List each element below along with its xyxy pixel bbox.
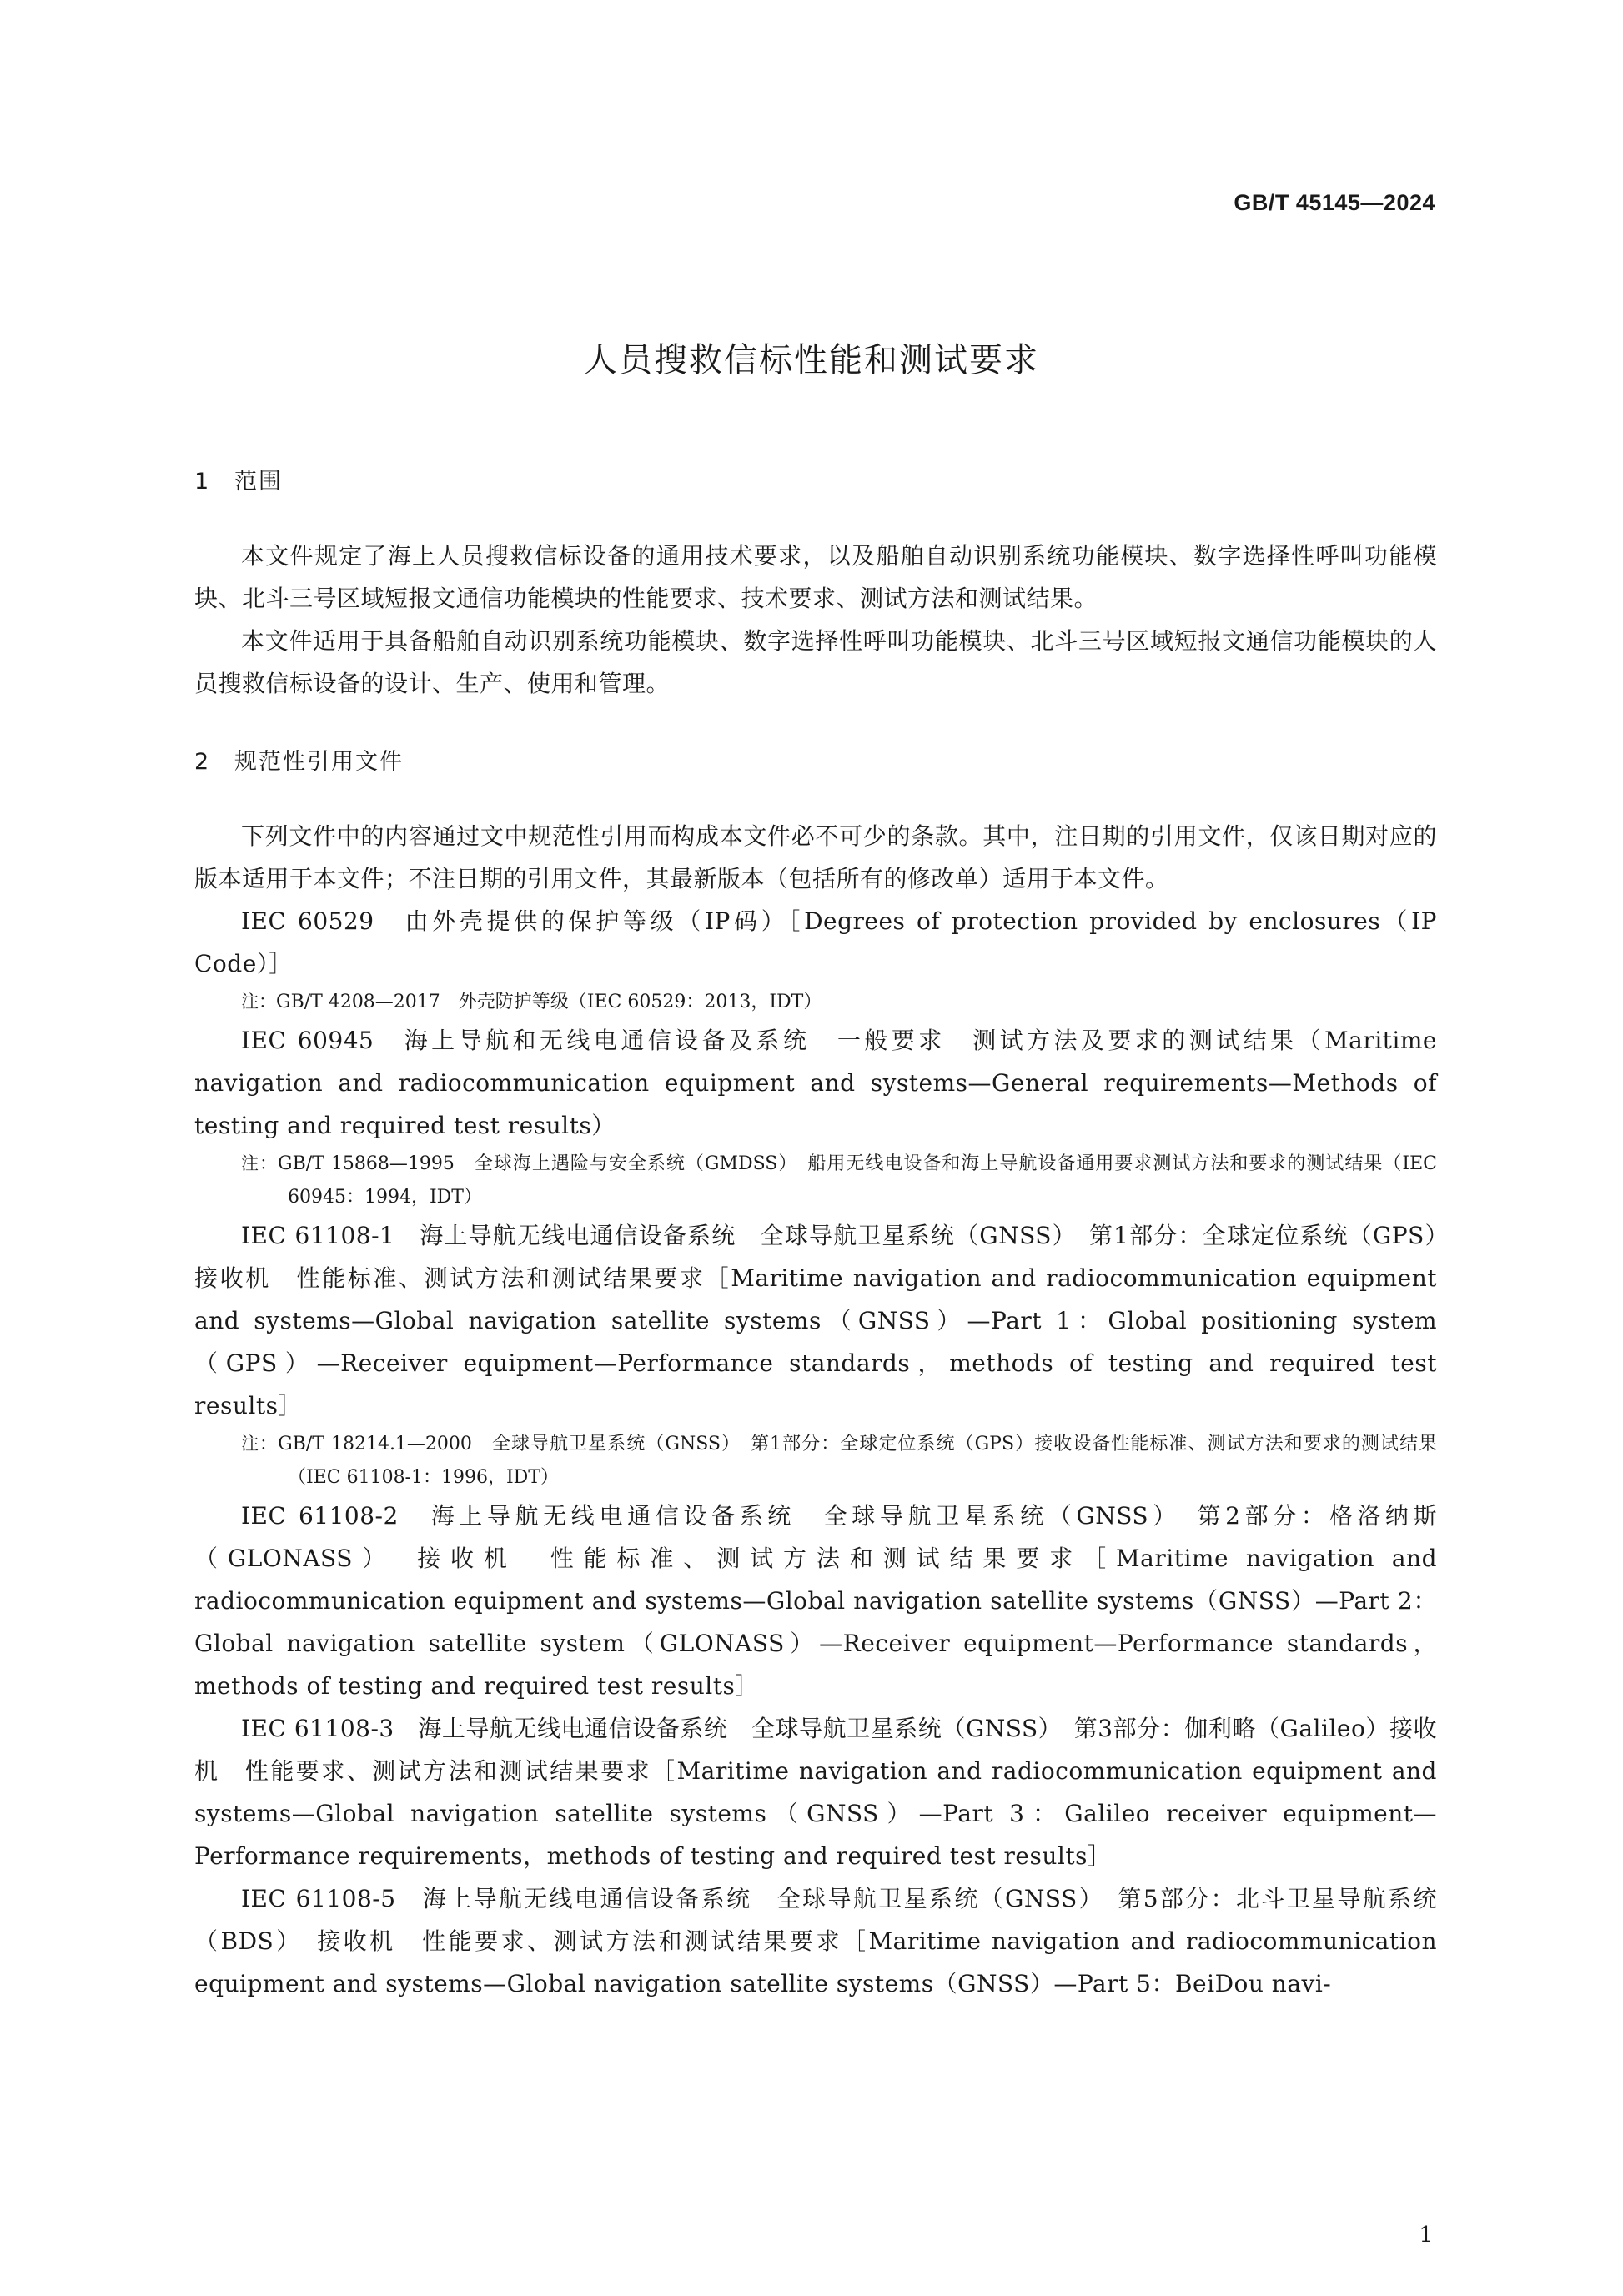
- reference-note: [194, 985, 1437, 1019]
- document-code: GB/T 45145—2024: [1234, 190, 1435, 215]
- note-label: 注：: [241, 1153, 279, 1173]
- section-heading-scope: [194, 463, 1437, 501]
- references-intro: 下列文件中的内容通过文中规范性引用而构成本文件必不可少的条款。其中，注日期的引用文件，仅该日期对应的版本适用于本文件；不注日期的引用文件，其最新版本（包括所有的修改单）适用于本文件。: [194, 822, 1437, 892]
- section-number: 1: [194, 469, 211, 495]
- note-text: GB/T 18214.1—2000 全球导航卫星系统（GNSS） 第1部分：全球定位系统（GPS）接收设备性能标准、测试方法和要求的测试结果（IEC 61108-1：1996，IDT）: [278, 1434, 1437, 1488]
- note-label: 注：: [241, 1434, 279, 1454]
- page-number: 1: [1419, 2223, 1433, 2248]
- section-number: 2: [194, 749, 211, 775]
- reference-note: [194, 1147, 1437, 1214]
- note-label: 注：: [241, 992, 276, 1012]
- document-title: 人员搜救信标性能和测试要求: [584, 341, 1039, 379]
- reference-entry: IEC 61108-2 海上导航无线电通信设备系统 全球导航卫星系统（GNSS） 第2部分：格洛纳斯（GLONASS） 接收机 性能标准、测试方法和测试结果要求［Maritime navigation and radiocommunication equipment and systems—Global navigation satellite systems（GNSS）—Part 2：Global navigation satellite system（GLONASS）—Receiver equipment—Performance standards，methods of testing and required test results］: [194, 1502, 1437, 1700]
- section-title: 规范性引用文件: [234, 749, 404, 775]
- scope-paragraph: 本文件适用于具备船舶自动识别系统功能模块、数字选择性呼叫功能模块、北斗三号区域短报文通信功能模块的人员搜救信标设备的设计、生产、使用和管理。: [194, 627, 1437, 697]
- reference-entry: IEC 60529 由外壳提供的保护等级（IP码）［Degrees of protection provided by enclosures（IP Code）］: [194, 907, 1437, 977]
- section-heading-normative-references: [194, 743, 1437, 781]
- note-text: GB/T 15868—1995 全球海上遇险与安全系统（GMDSS） 船用无线电设备和海上导航设备通用要求测试方法和要求的测试结果（IEC 60945：1994，IDT）: [278, 1153, 1437, 1208]
- section-title: 范围: [234, 469, 283, 495]
- reference-entry: IEC 61108-1 海上导航无线电通信设备系统 全球导航卫星系统（GNSS） 第1部分：全球定位系统（GPS） 接收机 性能标准、测试方法和测试结果要求［Maritime navigation and radiocommunication equipment and systems—Global navigation satellite systems（GNSS）—Part 1：Global positioning system（GPS）—Receiver equipment—Performance standards，methods of testing and required test results］: [194, 1222, 1461, 1419]
- reference-entry: IEC 61108-5 海上导航无线电通信设备系统 全球导航卫星系统（GNSS） 第5部分：北斗卫星导航系统（BDS） 接收机 性能要求、测试方法和测试结果要求［Maritime navigation and radiocommunication equipment and systems—Global navigation satellite systems（GNSS）—Part 5：BeiDou navi-: [194, 1885, 1437, 1997]
- document-body: [194, 463, 1461, 2005]
- reference-entry: IEC 60945 海上导航和无线电通信设备及系统 一般要求 测试方法及要求的测试结果（Maritime navigation and radiocommunication equipment and systems—General requirements—Methods of testing and required test results）: [194, 1027, 1437, 1139]
- note-text: GB/T 4208—2017 外壳防护等级（IEC 60529：2013，IDT）: [276, 992, 822, 1012]
- reference-note: [194, 1427, 1437, 1495]
- scope-paragraph: 本文件规定了海上人员搜救信标设备的通用技术要求，以及船舶自动识别系统功能模块、数字选择性呼叫功能模块、北斗三号区域短报文通信功能模块的性能要求、技术要求、测试方法和测试结果。: [194, 542, 1437, 612]
- reference-entry: IEC 61108-3 海上导航无线电通信设备系统 全球导航卫星系统（GNSS） 第3部分：伽利略（Galileo）接收机 性能要求、测试方法和测试结果要求［Maritime navigation and radiocommunication equipment and systems—Global navigation satellite systems（GNSS）—Part 3：Galileo receiver equipment—Performance requirements，methods of testing and required test results］: [194, 1715, 1437, 1870]
